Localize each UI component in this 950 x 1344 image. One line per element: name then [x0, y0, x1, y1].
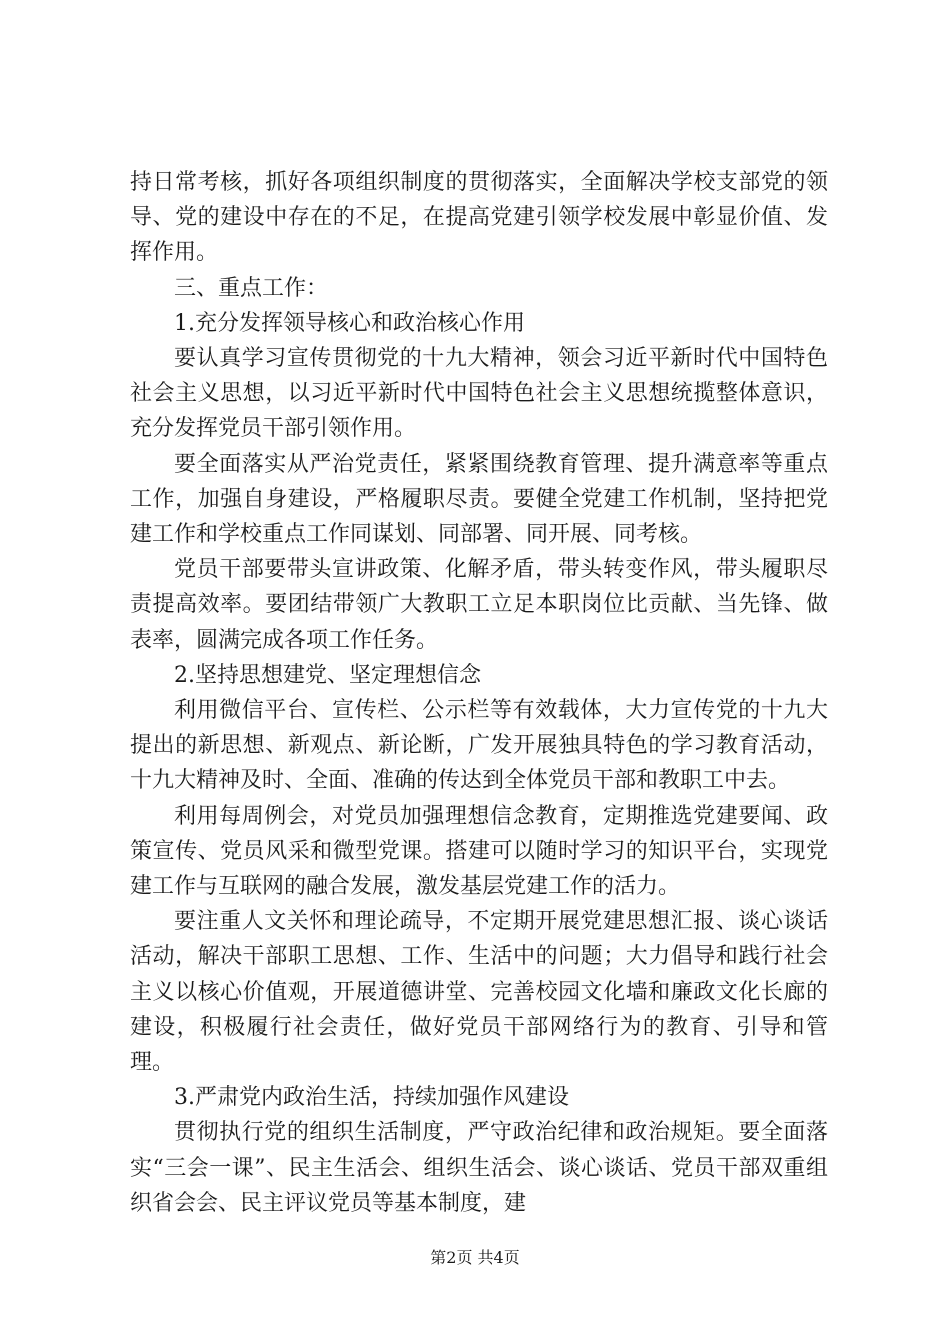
paragraph: 党员干部要带头宣讲政策、化解矛盾，带头转变作风，带头履职尽责提高效率。要团结带领广大教职工立足本职岗位比贡献、当先锋、做表率，圆满完成各项工作任务。 [130, 557, 828, 653]
subsection-heading-3: 3.严肃党内政治生活，持续加强作风建设 [174, 1085, 569, 1111]
section-heading: 三、重点工作： [174, 275, 329, 301]
page-footer: 第2页 共4页 [430, 1248, 520, 1267]
paragraph: 利用每周例会，对党员加强理想信念教育，定期推选党建要闻、政策宣传、党员风采和微型党课。搭建可以随时学习的知识平台，实现党建工作与互联网的融合发展，激发基层党建工作的活力。 [130, 803, 828, 900]
subsection-heading-2: 2.坚持思想建党、坚定理想信念 [174, 662, 481, 688]
subsection-heading-1: 1.充分发挥领导核心和政治核心作用 [174, 310, 525, 336]
paragraph: 要注重人文关怀和理论疏导，不定期开展党建思想汇报、谈心谈话活动，解决干部职工思想、工作、生活中的问题；大力倡导和践行社会主义以核心价值观，开展道德讲堂、完善校园文化墙和廉政文化长廊的建设，积极履行社会责任，做好党员干部网络行为的教育、引导和管理。 [130, 909, 828, 1076]
paragraph: 要全面落实从严治党责任，紧紧围绕教育管理、提升满意率等重点工作，加强自身建设，严格履职尽责。要健全党建工作机制，坚持把党建工作和学校重点工作同谋划、同部署、同开展、同考核。 [130, 451, 828, 548]
paragraph-continuation: 持日常考核，抓好各项组织制度的贯彻落实，全面解决学校支部党的领导、党的建设中存在的不足，在提高党建引领学校发展中彰显价值、发挥作用。 [130, 170, 828, 266]
paragraph: 要认真学习宣传贯彻党的十九大精神，领会习近平新时代中国特色社会主义思想，以习近平新时代中国特色社会主义思想统揽整体意识，充分发挥党员干部引领作用。 [130, 346, 828, 442]
document-body [130, 165, 828, 1221]
paragraph: 贯彻执行党的组织生活制度，严守政治纪律和政治规矩。要全面落实“三会一课”、民主生活会、组织生活会、谈心谈话、党员干部双重组织省会会、民主评议党员等基本制度，建 [130, 1120, 828, 1216]
paragraph: 利用微信平台、宣传栏、公示栏等有效载体，大力宣传党的十九大提出的新思想、新观点、新论断，广发开展独具特色的学习教育活动，十九大精神及时、全面、准确的传达到全体党员干部和教职工中去。 [130, 698, 828, 794]
